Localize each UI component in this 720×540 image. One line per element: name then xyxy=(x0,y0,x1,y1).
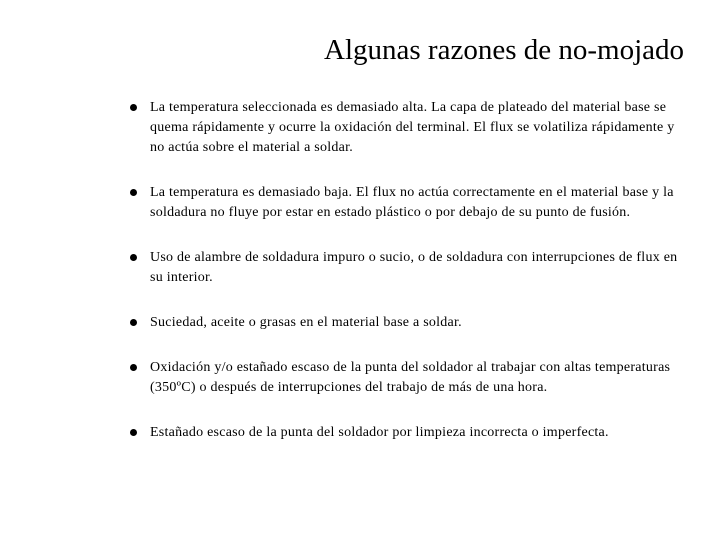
bullet-text: Estañado escaso de la punta del soldador por limpieza incorrecta o imperfecta. xyxy=(150,425,609,440)
bullet-dot-icon xyxy=(130,254,137,261)
bullet-dot-icon xyxy=(130,104,137,111)
bullet-text: La temperatura es demasiado baja. El flux no actúa correctamente en el material base y la soldadura no fluye por estar en estado plástico o por debajo de su punto de fusión. xyxy=(150,185,674,220)
slide-title: Algunas razones de no-mojado xyxy=(324,34,684,66)
list-item xyxy=(130,248,690,288)
bullet-text: Suciedad, aceite o grasas en el material base a soldar. xyxy=(150,315,462,330)
bullet-dot-icon xyxy=(130,189,137,196)
list-item xyxy=(130,183,690,223)
list-item xyxy=(130,423,690,443)
bullet-dot-icon xyxy=(130,364,137,371)
list-item xyxy=(130,98,690,158)
bullet-text: Oxidación y/o estañado escaso de la punta del soldador al trabajar con altas temperaturas (350ºC) o después de interrupciones del trabajo de más de una hora. xyxy=(150,360,671,395)
bullet-dot-icon xyxy=(130,319,137,326)
bullet-dot-icon xyxy=(130,429,137,436)
bullet-text: La temperatura seleccionada es demasiado alta. La capa de plateado del material base se quema rápidamente y ocurre la oxidación del terminal. El flux se volatiliza rápidamente y no actúa sobre el material a soldar. xyxy=(150,100,675,155)
bullet-text: Uso de alambre de soldadura impuro o sucio, o de soldadura con interrupciones de flux en su interior. xyxy=(150,250,678,285)
list-item xyxy=(130,313,690,333)
bullet-list xyxy=(130,98,690,468)
list-item xyxy=(130,358,690,398)
